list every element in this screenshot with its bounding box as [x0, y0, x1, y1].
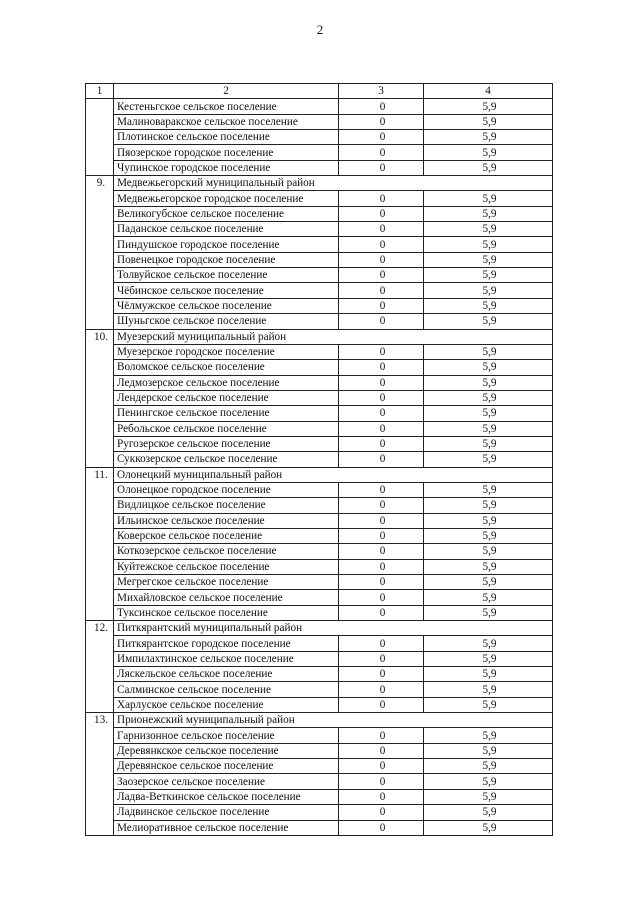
value-col-4: 5,9: [424, 590, 553, 605]
settlement-name: Ляскельское сельское поселение: [114, 667, 339, 682]
value-col-4: 5,9: [424, 544, 553, 559]
value-col-4: 5,9: [424, 206, 553, 221]
value-col-3: 0: [339, 774, 424, 789]
value-col-4: 5,9: [424, 452, 553, 467]
value-col-3: 0: [339, 436, 424, 451]
table-row: [86, 820, 553, 835]
settlement-name: Мелиоративное сельское поселение: [114, 820, 339, 835]
value-col-3: 0: [339, 222, 424, 237]
settlement-name: Чёлмужское сельское поселение: [114, 298, 339, 313]
value-col-3: 0: [339, 743, 424, 758]
value-col-3: 0: [339, 206, 424, 221]
value-col-4: 5,9: [424, 99, 553, 114]
value-col-3: 0: [339, 283, 424, 298]
value-col-4: 5,9: [424, 682, 553, 697]
value-col-3: 0: [339, 390, 424, 405]
value-col-4: 5,9: [424, 314, 553, 329]
value-col-3: 0: [339, 160, 424, 175]
value-col-3: 0: [339, 498, 424, 513]
value-col-4: 5,9: [424, 820, 553, 835]
settlement-name: Ледмозерское сельское поселение: [114, 375, 339, 390]
settlement-name: Медвежьегорское городское поселение: [114, 191, 339, 206]
table-header-row: [86, 84, 553, 99]
table-row: [86, 145, 553, 160]
value-col-3: 0: [339, 99, 424, 114]
value-col-3: 0: [339, 252, 424, 267]
value-col-4: 5,9: [424, 390, 553, 405]
settlement-name: Муезерское городское поселение: [114, 344, 339, 359]
district-row: [86, 621, 553, 636]
settlement-name: Ладва-Веткинское сельское поселение: [114, 789, 339, 804]
value-col-3: 0: [339, 375, 424, 390]
table-row: [86, 268, 553, 283]
settlement-name: Плотинское сельское поселение: [114, 130, 339, 145]
value-col-4: 5,9: [424, 528, 553, 543]
value-col-4: 5,9: [424, 237, 553, 252]
settlement-name: Ладвинское сельское поселение: [114, 805, 339, 820]
value-col-4: 5,9: [424, 114, 553, 129]
settlement-name: Повенецкое городское поселение: [114, 252, 339, 267]
settlement-name: Деревянкское сельское поселение: [114, 743, 339, 758]
table-row: [86, 283, 553, 298]
district-title: Олонецкий муниципальный район: [114, 467, 553, 482]
district-row: [86, 329, 553, 344]
value-col-3: 0: [339, 651, 424, 666]
table-row: [86, 390, 553, 405]
settlement-name: Куйтежское сельское поселение: [114, 559, 339, 574]
value-col-3: 0: [339, 528, 424, 543]
value-col-3: 0: [339, 268, 424, 283]
municipality-table: [85, 83, 553, 836]
settlement-name: Михайловское сельское поселение: [114, 590, 339, 605]
settlement-name: Харлуское сельское поселение: [114, 697, 339, 712]
table-row: [86, 682, 553, 697]
district-number: 11.: [86, 467, 114, 620]
district-title: Питкярантский муниципальный район: [114, 621, 553, 636]
table-row: [86, 344, 553, 359]
value-col-4: 5,9: [424, 421, 553, 436]
value-col-4: 5,9: [424, 160, 553, 175]
value-col-3: 0: [339, 452, 424, 467]
table-row: [86, 697, 553, 712]
settlement-name: Великогубское сельское поселение: [114, 206, 339, 221]
value-col-4: 5,9: [424, 360, 553, 375]
table-row: [86, 590, 553, 605]
settlement-name: Деревянское сельское поселение: [114, 759, 339, 774]
district-row: [86, 713, 553, 728]
value-col-4: 5,9: [424, 575, 553, 590]
value-col-4: 5,9: [424, 482, 553, 497]
value-col-4: 5,9: [424, 436, 553, 451]
value-col-4: 5,9: [424, 728, 553, 743]
settlement-name: Кестеньгское сельское поселение: [114, 99, 339, 114]
value-col-4: 5,9: [424, 283, 553, 298]
settlement-name: Питкярантское городское поселение: [114, 636, 339, 651]
value-col-3: 0: [339, 667, 424, 682]
value-col-3: 0: [339, 421, 424, 436]
settlement-name: Ребольское сельское поселение: [114, 421, 339, 436]
value-col-3: 0: [339, 590, 424, 605]
table-row: [86, 298, 553, 313]
table-row: [86, 314, 553, 329]
table-row: [86, 774, 553, 789]
table-row: [86, 636, 553, 651]
value-col-4: 5,9: [424, 252, 553, 267]
value-col-4: 5,9: [424, 498, 553, 513]
table-row: [86, 728, 553, 743]
value-col-4: 5,9: [424, 789, 553, 804]
table-row: [86, 528, 553, 543]
value-col-3: 0: [339, 191, 424, 206]
value-col-3: 0: [339, 360, 424, 375]
page-number: 2: [316, 22, 324, 37]
value-col-4: 5,9: [424, 406, 553, 421]
settlement-name: Видлицкое сельское поселение: [114, 498, 339, 513]
value-col-4: 5,9: [424, 375, 553, 390]
table-row: [86, 789, 553, 804]
table-row: [86, 222, 553, 237]
settlement-name: Шуньгское сельское поселение: [114, 314, 339, 329]
table-row: [86, 406, 553, 421]
settlement-name: Олонецкое городское поселение: [114, 482, 339, 497]
value-col-4: 5,9: [424, 344, 553, 359]
table-row: [86, 544, 553, 559]
table-row: [86, 130, 553, 145]
settlement-name: Заозерское сельское поселение: [114, 774, 339, 789]
table-row: [86, 667, 553, 682]
value-col-4: 5,9: [424, 759, 553, 774]
settlement-name: Туксинское сельское поселение: [114, 605, 339, 620]
table-row: [86, 114, 553, 129]
table-row: [86, 575, 553, 590]
district-number: 13.: [86, 713, 114, 836]
value-col-3: 0: [339, 789, 424, 804]
value-col-3: 0: [339, 697, 424, 712]
district-title: Прионежский муниципальный район: [114, 713, 553, 728]
value-col-3: 0: [339, 544, 424, 559]
value-col-3: 0: [339, 559, 424, 574]
table-row: [86, 160, 553, 175]
value-col-3: 0: [339, 636, 424, 651]
value-col-4: 5,9: [424, 130, 553, 145]
settlement-name: Пиндушское городское поселение: [114, 237, 339, 252]
value-col-4: 5,9: [424, 605, 553, 620]
settlement-name: Пяозерское городское поселение: [114, 145, 339, 160]
header-cell-4: 4: [424, 84, 553, 99]
table-body: [86, 84, 553, 836]
settlement-name: Пенингское сельское поселение: [114, 406, 339, 421]
settlement-name: Чупинское городское поселение: [114, 160, 339, 175]
value-col-4: 5,9: [424, 191, 553, 206]
header-cell-1: 1: [86, 84, 114, 99]
settlement-name: Ругозерское сельское поселение: [114, 436, 339, 451]
settlement-name: Суккозерское сельское поселение: [114, 452, 339, 467]
value-col-4: 5,9: [424, 636, 553, 651]
value-col-3: 0: [339, 759, 424, 774]
value-col-3: 0: [339, 114, 424, 129]
table-row: [86, 436, 553, 451]
table-row: [86, 759, 553, 774]
table-row: [86, 498, 553, 513]
value-col-3: 0: [339, 237, 424, 252]
district-row: [86, 176, 553, 191]
value-col-3: 0: [339, 130, 424, 145]
value-col-4: 5,9: [424, 805, 553, 820]
value-col-3: 0: [339, 513, 424, 528]
header-cell-3: 3: [339, 84, 424, 99]
settlement-name: Гарнизонное сельское поселение: [114, 728, 339, 743]
value-col-3: 0: [339, 728, 424, 743]
value-col-4: 5,9: [424, 268, 553, 283]
value-col-3: 0: [339, 298, 424, 313]
header-cell-2: 2: [114, 84, 339, 99]
value-col-4: 5,9: [424, 651, 553, 666]
settlement-name: Лендерское сельское поселение: [114, 390, 339, 405]
settlement-name: Салминское сельское поселение: [114, 682, 339, 697]
value-col-4: 5,9: [424, 559, 553, 574]
district-number: 10.: [86, 329, 114, 467]
table-row: [86, 99, 553, 114]
district-number: 12.: [86, 621, 114, 713]
value-col-4: 5,9: [424, 513, 553, 528]
district-title: Медвежьегорский муниципальный район: [114, 176, 553, 191]
value-col-3: 0: [339, 145, 424, 160]
table-row: [86, 360, 553, 375]
table-row: [86, 805, 553, 820]
table-row: [86, 743, 553, 758]
settlement-name: Ильинское сельское поселение: [114, 513, 339, 528]
table-row: [86, 191, 553, 206]
settlement-name: Чёбинское сельское поселение: [114, 283, 339, 298]
district-row: [86, 467, 553, 482]
table-row: [86, 605, 553, 620]
value-col-3: 0: [339, 314, 424, 329]
table-row: [86, 421, 553, 436]
district-number: [86, 99, 114, 176]
value-col-4: 5,9: [424, 145, 553, 160]
table-row: [86, 482, 553, 497]
district-title: Муезерский муниципальный район: [114, 329, 553, 344]
value-col-3: 0: [339, 482, 424, 497]
value-col-4: 5,9: [424, 298, 553, 313]
value-col-4: 5,9: [424, 743, 553, 758]
settlement-name: Коткозерское сельское поселение: [114, 544, 339, 559]
value-col-4: 5,9: [424, 697, 553, 712]
settlement-name: Толвуйское сельское поселение: [114, 268, 339, 283]
settlement-name: Импилахтинское сельское поселение: [114, 651, 339, 666]
table-row: [86, 651, 553, 666]
value-col-3: 0: [339, 805, 424, 820]
district-number: 9.: [86, 176, 114, 329]
table-row: [86, 452, 553, 467]
table-row: [86, 206, 553, 221]
value-col-4: 5,9: [424, 667, 553, 682]
value-col-3: 0: [339, 344, 424, 359]
table-row: [86, 237, 553, 252]
settlement-name: Коверское сельское поселение: [114, 528, 339, 543]
value-col-4: 5,9: [424, 222, 553, 237]
table-row: [86, 513, 553, 528]
table-row: [86, 252, 553, 267]
value-col-3: 0: [339, 820, 424, 835]
value-col-3: 0: [339, 575, 424, 590]
value-col-3: 0: [339, 605, 424, 620]
table-row: [86, 375, 553, 390]
value-col-3: 0: [339, 406, 424, 421]
settlement-name: Малиноваракское сельское поселение: [114, 114, 339, 129]
value-col-3: 0: [339, 682, 424, 697]
settlement-name: Воломское сельское поселение: [114, 360, 339, 375]
settlement-name: Паданское сельское поселение: [114, 222, 339, 237]
table-row: [86, 559, 553, 574]
settlement-name: Мегрегское сельское поселение: [114, 575, 339, 590]
value-col-4: 5,9: [424, 774, 553, 789]
